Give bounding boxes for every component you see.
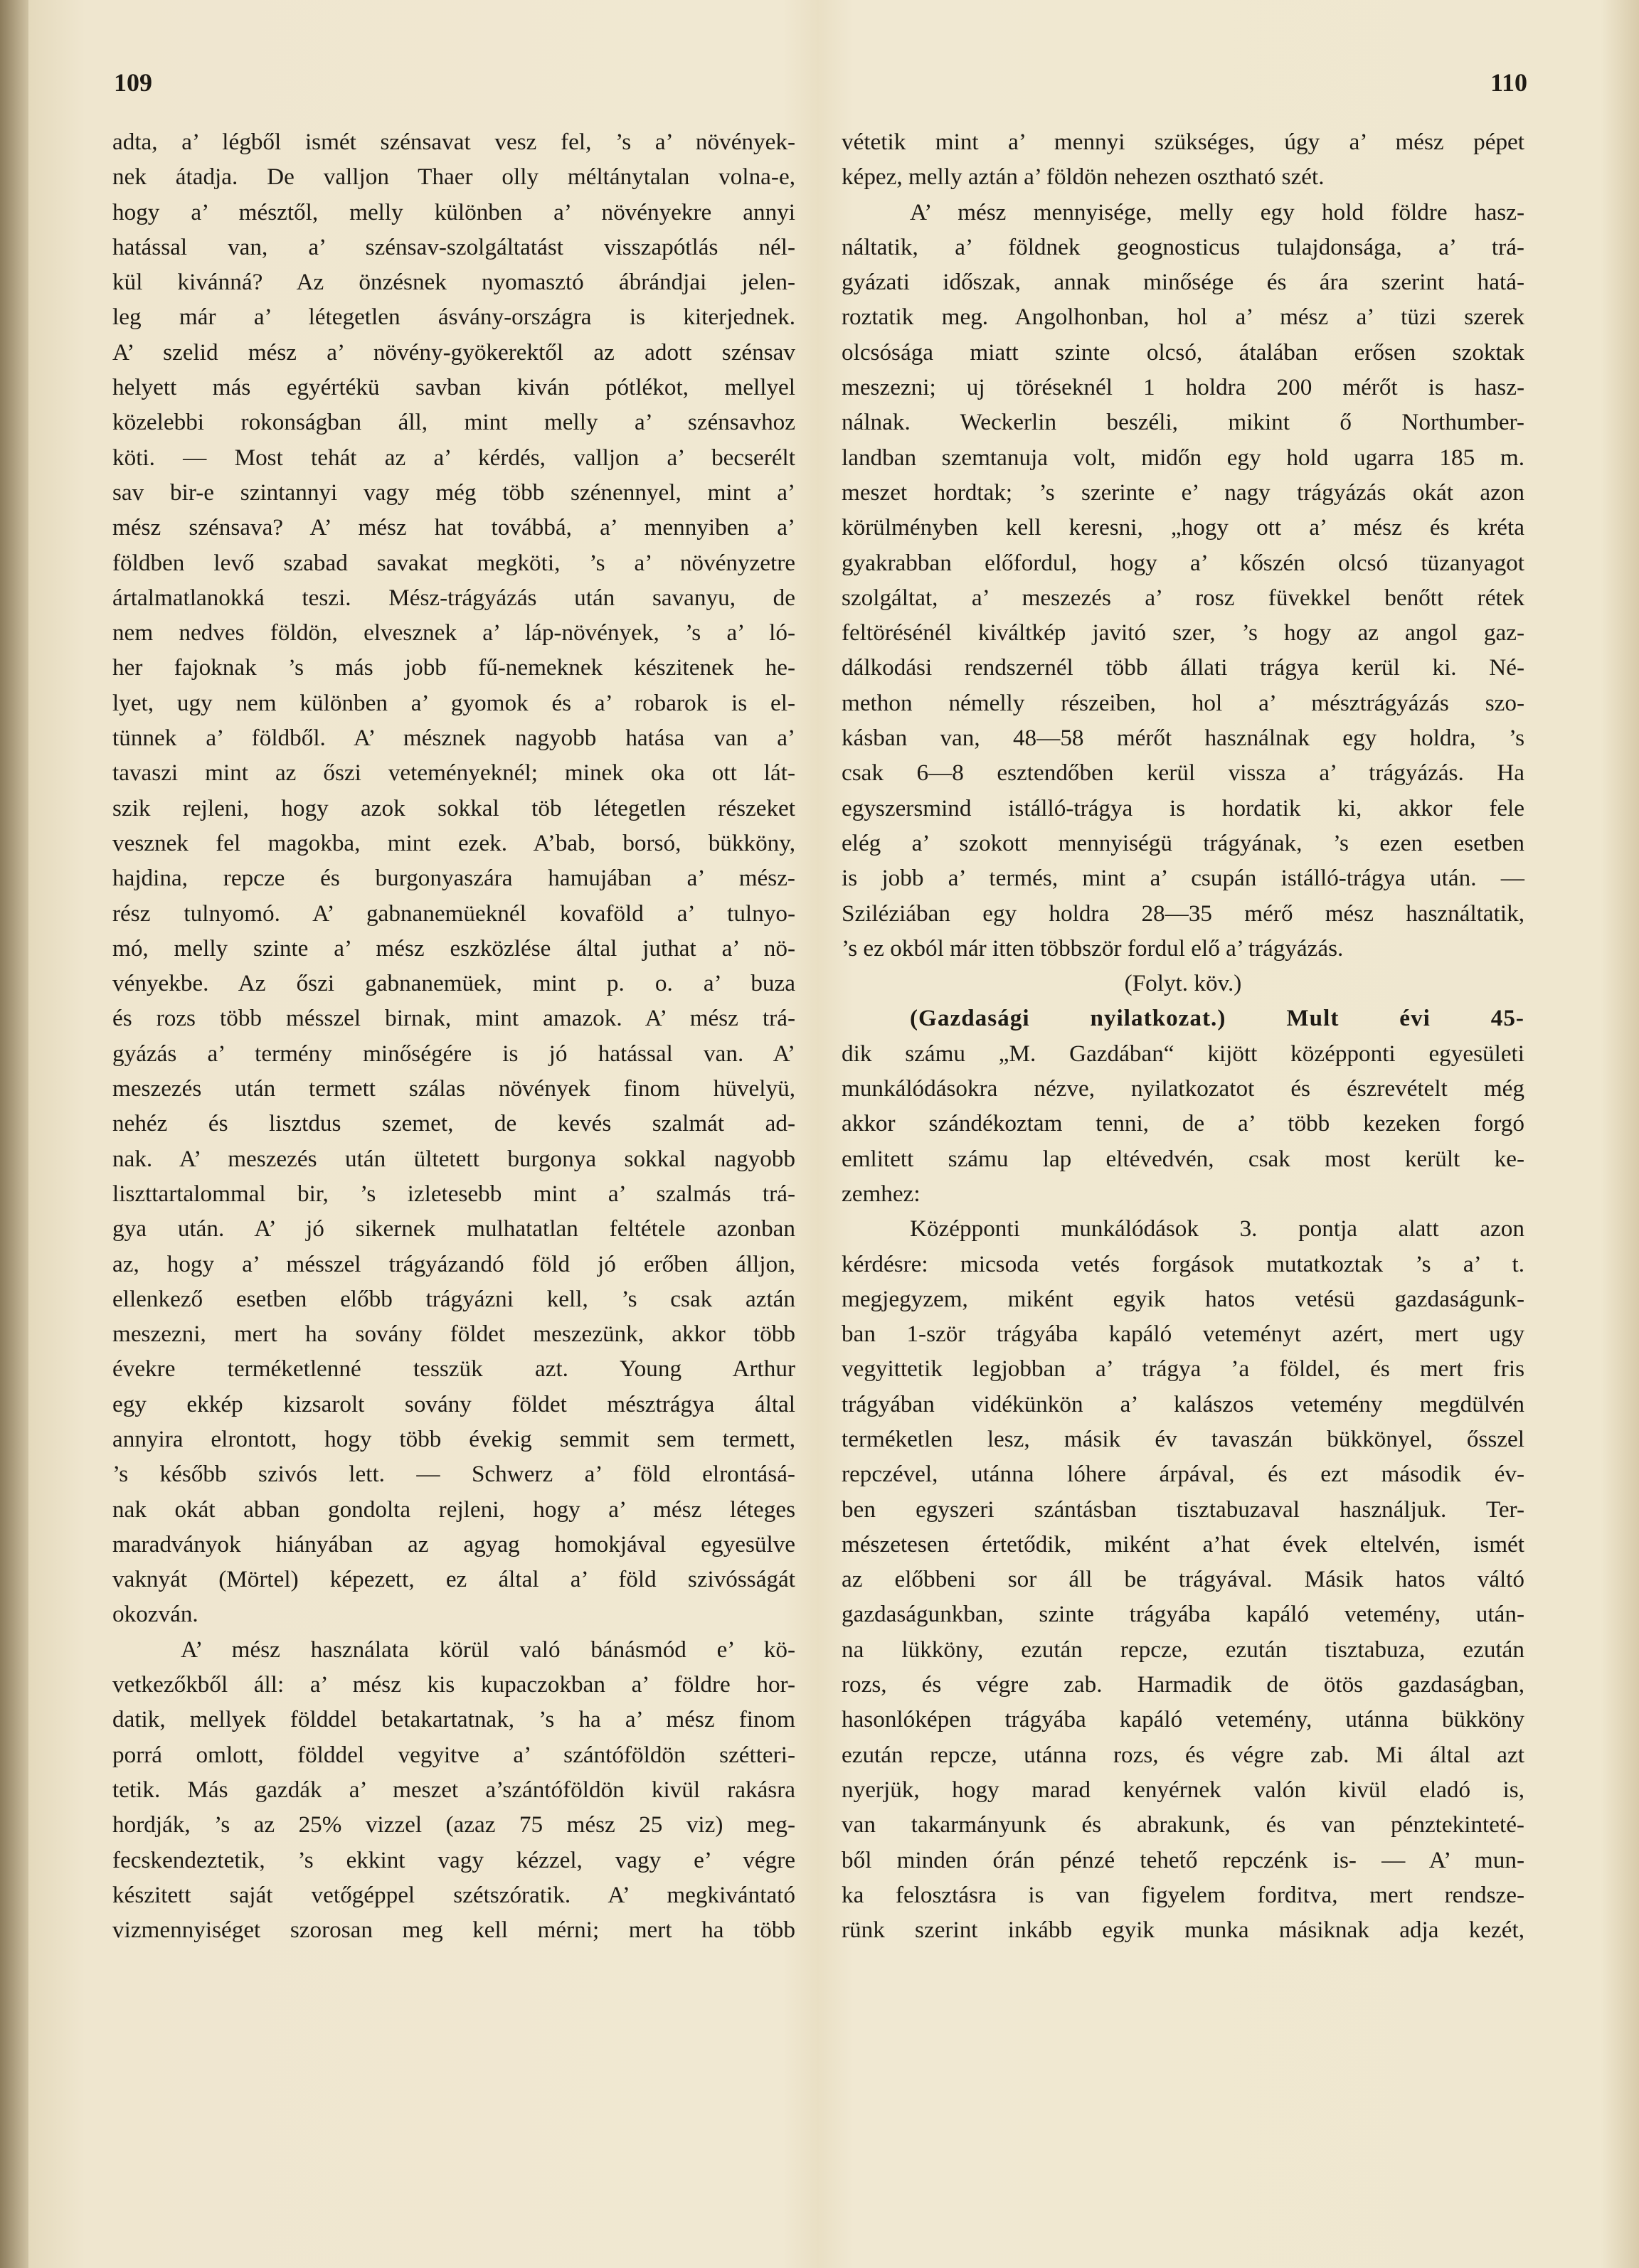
text-line: gyázás a’ termény minőségére is jó hatással van. A’ — [112, 1040, 795, 1067]
text-line: lyet, ugy nem különben a’ gyomok és a’ robarok is el- — [112, 689, 795, 716]
page-number-right: 110 — [1490, 68, 1528, 97]
text-line: olcsósága miatt szinte olcsó, átalában erősen szoktak — [842, 339, 1524, 366]
text-line: hatással van, a’ szénsav-szolgáltatást visszapótlás nél- — [112, 233, 795, 260]
text-line: adta, a’ légből ismét szénsavat vesz fel, ’s a’ növények- — [112, 129, 795, 155]
text-line: vényekbe. Az őszi gabnanemüek, mint p. o. a’ buza — [112, 970, 795, 997]
text-line: sav bir-e szintannyi vagy még több szénennyel, mint a’ — [112, 479, 795, 506]
text-line: gyázati időszak, annak minősége és ára szerint hatá- — [842, 269, 1524, 296]
text-line: ellenkező esetben előbb trágyázni kell, ’s csak aztán — [112, 1285, 795, 1312]
text-column-left — [112, 124, 795, 1947]
text-line: vaknyát (Mörtel) képezett, ez által a’ föld szivósságát — [112, 1566, 795, 1593]
text-line: tetik. Más gazdák a’ meszet a’szántóföldön kivül rakásra — [112, 1776, 795, 1803]
text-line: hajdina, repcze és burgonyaszára hamujában a’ mész- — [112, 865, 795, 892]
text-line: okozván. — [112, 1601, 198, 1628]
text-line: maradványok hiányában az agyag homokjával egyesülve — [112, 1530, 795, 1558]
text-line: tünnek a’ földből. A’ mésznek nagyobb hatása van a’ — [112, 725, 795, 752]
text-line: mészetesen értetődik, miként a’hat évek eltelvén, ismét — [842, 1530, 1524, 1558]
text-line: kül kivánná? Az önzésnek nyomasztó ábrándjai jelen- — [112, 269, 795, 296]
text-line: rozs, és végre zab. Harmadik de ötös gazdaságban, — [842, 1671, 1524, 1698]
text-line: ben egyszeri szántásban tisztabuzaval használjuk. Ter- — [842, 1496, 1524, 1523]
text-line: ből minden órán pénzé tehető repczénk is- — A’ mun- — [842, 1846, 1524, 1873]
text-line: methon némelly részeiben, hol a’ mésztrágyázás szo- — [842, 689, 1524, 716]
text-line: ’s ez okból már itten többször fordul elő a’ trágyázás. — [842, 935, 1344, 962]
text-line: elég a’ szokott mennyiségü trágyának, ’s ezen esetben — [842, 829, 1524, 856]
text-line: nálnak. Weckerlin beszéli, mikint ő Northumber- — [842, 409, 1524, 436]
text-line: landban szemtanuja volt, midőn egy hold ugarra 185 m. — [842, 444, 1524, 471]
text-line: megjegyzem, miként egyik hatos vetésü gazdaságunk- — [842, 1285, 1524, 1312]
text-line: képez, melly aztán a’ földön nehezen osztható szét. — [842, 164, 1325, 191]
text-line: nem nedves földön, elvesznek a’ láp-növények, ’s a’ ló- — [112, 619, 795, 646]
text-line: her fajoknak ’s más jobb fű-nemeknek készitenek he- — [112, 654, 795, 681]
text-line: ban 1-ször trágyába kapáló veteményt azért, mert ugy — [842, 1321, 1524, 1348]
text-line: terméketlen lesz, másik év tavaszán bükkönyel, ősszel — [842, 1425, 1524, 1452]
text-line: nehéz és lisztdus szemet, de kevés szalmát ad- — [112, 1110, 795, 1137]
text-line: nak okát abban gondolta rejleni, hogy a’ mész léteges — [112, 1496, 795, 1523]
text-line: gazdaságunkban, szinte trágyába kapáló vetemény, után- — [842, 1601, 1524, 1628]
text-line: A’ szelid mész a’ növény-gyökerektől az adott szénsav — [112, 339, 795, 366]
text-line: ’s később szivós lett. — Schwerz a’ föld elrontásá- — [112, 1461, 795, 1488]
text-line: gyakrabban előfordul, hogy a’ kőszén olcsó tüzanyagot — [842, 549, 1524, 576]
text-line: na lükköny, ezután repcze, ezután tisztabuza, ezután — [842, 1636, 1524, 1663]
text-line: datik, mellyek földdel betakartatnak, ’s ha a’ mész finom — [112, 1706, 795, 1733]
text-line: Sziléziában egy holdra 28—35 mérő mész használtatik, — [842, 900, 1524, 927]
text-line: évekre terméketlenné tesszük azt. Young Arthur — [112, 1356, 795, 1383]
text-line: hasonlóképen trágyába kapáló vetemény, utánna bükköny — [842, 1706, 1524, 1733]
text-line: A’ mész mennyisége, melly egy hold földre hasz- — [910, 198, 1524, 225]
text-line: ezután repcze, utánna rozs, és végre zab. Mi által azt — [842, 1741, 1524, 1768]
text-line: gya után. A’ jó sikernek mulhatatlan feltétele azonban — [112, 1215, 795, 1242]
text-line: vizmennyiséget szorosan meg kell mérni; mert ha több — [112, 1917, 795, 1944]
text-line: az előbbeni sor áll be trágyával. Másik hatos váltó — [842, 1566, 1524, 1593]
text-line: dik számu „M. Gazdában“ kijött középponti egyesületi — [842, 1040, 1524, 1067]
text-line: repczével, utánna lóhere árpával, és ezt második év- — [842, 1461, 1524, 1488]
text-line: munkálódásokra nézve, nyilatkozatot és észrevételt még — [842, 1075, 1524, 1102]
book-binding-edge — [0, 0, 28, 2268]
text-line: meszezés után termett szálas növények finom hüvelyü, — [112, 1075, 795, 1102]
text-line: egyszersmind istálló-trágya is hordatik ki, akkor fele — [842, 794, 1524, 821]
continuation-note: (Folyt. köv.) — [1124, 970, 1242, 997]
text-line: és rozs több mésszel birnak, mint amazok. A’ mész trá- — [112, 1005, 795, 1032]
text-line: hogy a’ mésztől, melly különben a’ növényekre annyi — [112, 198, 795, 225]
text-line: akkor szándékoztam tenni, de a’ több kezeken forgó — [842, 1110, 1524, 1137]
section-heading: (Gazdasági nyilatkozat.) Mult évi 45- — [910, 1005, 1524, 1032]
text-line: ártalmatlanokká teszi. Mész-trágyázás után savanyu, de — [112, 584, 795, 611]
text-line: meszezni, mert ha sovány földet meszezünk, akkor több — [112, 1321, 795, 1348]
text-line: leg már a’ létegetlen ásvány-országra is kiterjednek. — [112, 304, 795, 331]
text-line: csak 6—8 esztendőben kerül vissza a’ trágyázás. Ha — [842, 760, 1524, 787]
text-line: Középponti munkálódások 3. pontja alatt azon — [910, 1215, 1524, 1242]
text-line: szolgáltat, a’ meszezés a’ rosz füvekkel benőtt rétek — [842, 584, 1524, 611]
text-line: meszet hordtak; ’s szerinte e’ nagy trágyázás okát azon — [842, 479, 1524, 506]
text-line: tavaszi mint az őszi veteményeknél; minek oka ott lát- — [112, 760, 795, 787]
text-line: körülményben kell keresni, „hogy ott a’ mész és kréta — [842, 514, 1524, 541]
text-line: is jobb a’ termés, mint a’ csupán istálló-trágya után. — — [842, 865, 1524, 892]
text-line: nak. A’ meszezés után ültetett burgonya sokkal nagyobb — [112, 1145, 795, 1172]
text-line: mó, melly szinte a’ mész eszközlése által juthat a’ nö- — [112, 935, 795, 962]
text-line: náltatik, a’ földnek geognosticus tulajdonsága, a’ trá- — [842, 233, 1524, 260]
text-line: az, hogy a’ mésszel trágyázandó föld jó erőben álljon, — [112, 1250, 795, 1277]
text-line: ka felosztásra is van figyelem forditva, mert rendsze- — [842, 1881, 1524, 1908]
text-line: hordják, ’s az 25% vizzel (azaz 75 mész 25 viz) meg- — [112, 1811, 795, 1838]
text-line: liszttartalommal bir, ’s izletesebb mint a’ szalmás trá- — [112, 1180, 795, 1207]
text-column-right — [842, 124, 1524, 1947]
text-line: készitett saját vetőgéppel szétszóratik. A’ megkivántató — [112, 1881, 795, 1908]
text-line: köti. — Most tehát az a’ kérdés, valljon a’ becserélt — [112, 444, 795, 471]
text-line: rünk szerint inkább egyik munka másiknak adja kezét, — [842, 1917, 1524, 1944]
text-line: közelebbi rokonságban áll, mint melly a’ szénsavhoz — [112, 409, 795, 436]
text-line: zemhez: — [842, 1180, 921, 1207]
text-line: emlitett számu lap eltévedvén, csak most került ke- — [842, 1145, 1524, 1172]
text-line: meszezni; uj töréseknél 1 holdra 200 mérőt is hasz- — [842, 374, 1524, 401]
text-line: dálkodási rendszernél több állati trágya kerül ki. Né- — [842, 654, 1524, 681]
text-line: fecskendeztetik, ’s ekkint vagy kézzel, vagy e’ végre — [112, 1846, 795, 1873]
text-line: porrá omlott, földdel vegyitve a’ szántóföldön szétteri- — [112, 1741, 795, 1768]
text-line: feltörésénél kiváltkép javitó szer, ’s hogy az angol gaz- — [842, 619, 1524, 646]
text-line: helyett más egyértékü savban kiván pótlékot, mellyel — [112, 374, 795, 401]
text-line: roztatik meg. Angolhonban, hol a’ mész a’ tüzi szerek — [842, 304, 1524, 331]
text-line: trágyában vidékünkön a’ kalászos vetemény megdülvén — [842, 1390, 1524, 1417]
text-line: nek átadja. De valljon Thaer olly méltánytalan volna-e, — [112, 164, 795, 191]
text-line: annyira elrontott, hogy több évekig semmit sem termett, — [112, 1425, 795, 1452]
text-line: szik rejleni, hogy azok sokkal töb létegetlen részeket — [112, 794, 795, 821]
page-number-left: 109 — [114, 68, 152, 97]
text-line: nyerjük, hogy marad kenyérnek valón kivül eladó is, — [842, 1776, 1524, 1803]
text-line: mész szénsava? A’ mész hat továbbá, a’ mennyiben a’ — [112, 514, 795, 541]
text-line: vegyittetik legjobban a’ trágya ’a földel, és mert fris — [842, 1356, 1524, 1383]
text-line: kérdésre: micsoda vetés forgások mutatkoztak ’s a’ t. — [842, 1250, 1524, 1277]
text-line: vetkezőkből áll: a’ mész kis kupaczokban a’ földre hor- — [112, 1671, 795, 1698]
text-line: egy ekkép kizsarolt sovány földet mésztrágya által — [112, 1390, 795, 1417]
text-line: van takarmányunk és abrakunk, és van pénztekinteté- — [842, 1811, 1524, 1838]
text-line: vétetik mint a’ mennyi szükséges, úgy a’ mész pépet — [842, 129, 1524, 155]
text-line: rész tulnyomó. A’ gabnanemüeknél kovaföld a’ tulnyo- — [112, 900, 795, 927]
text-line: vesznek fel magokba, mint ezek. A’bab, borsó, bükköny, — [112, 829, 795, 856]
text-line: földben levő szabad savakat megköti, ’s a’ növényzetre — [112, 549, 795, 576]
text-line: A’ mész használata körül való bánásmód e’ kö- — [181, 1636, 795, 1663]
text-line: kásban van, 48—58 mérőt használnak egy holdra, ’s — [842, 725, 1524, 752]
